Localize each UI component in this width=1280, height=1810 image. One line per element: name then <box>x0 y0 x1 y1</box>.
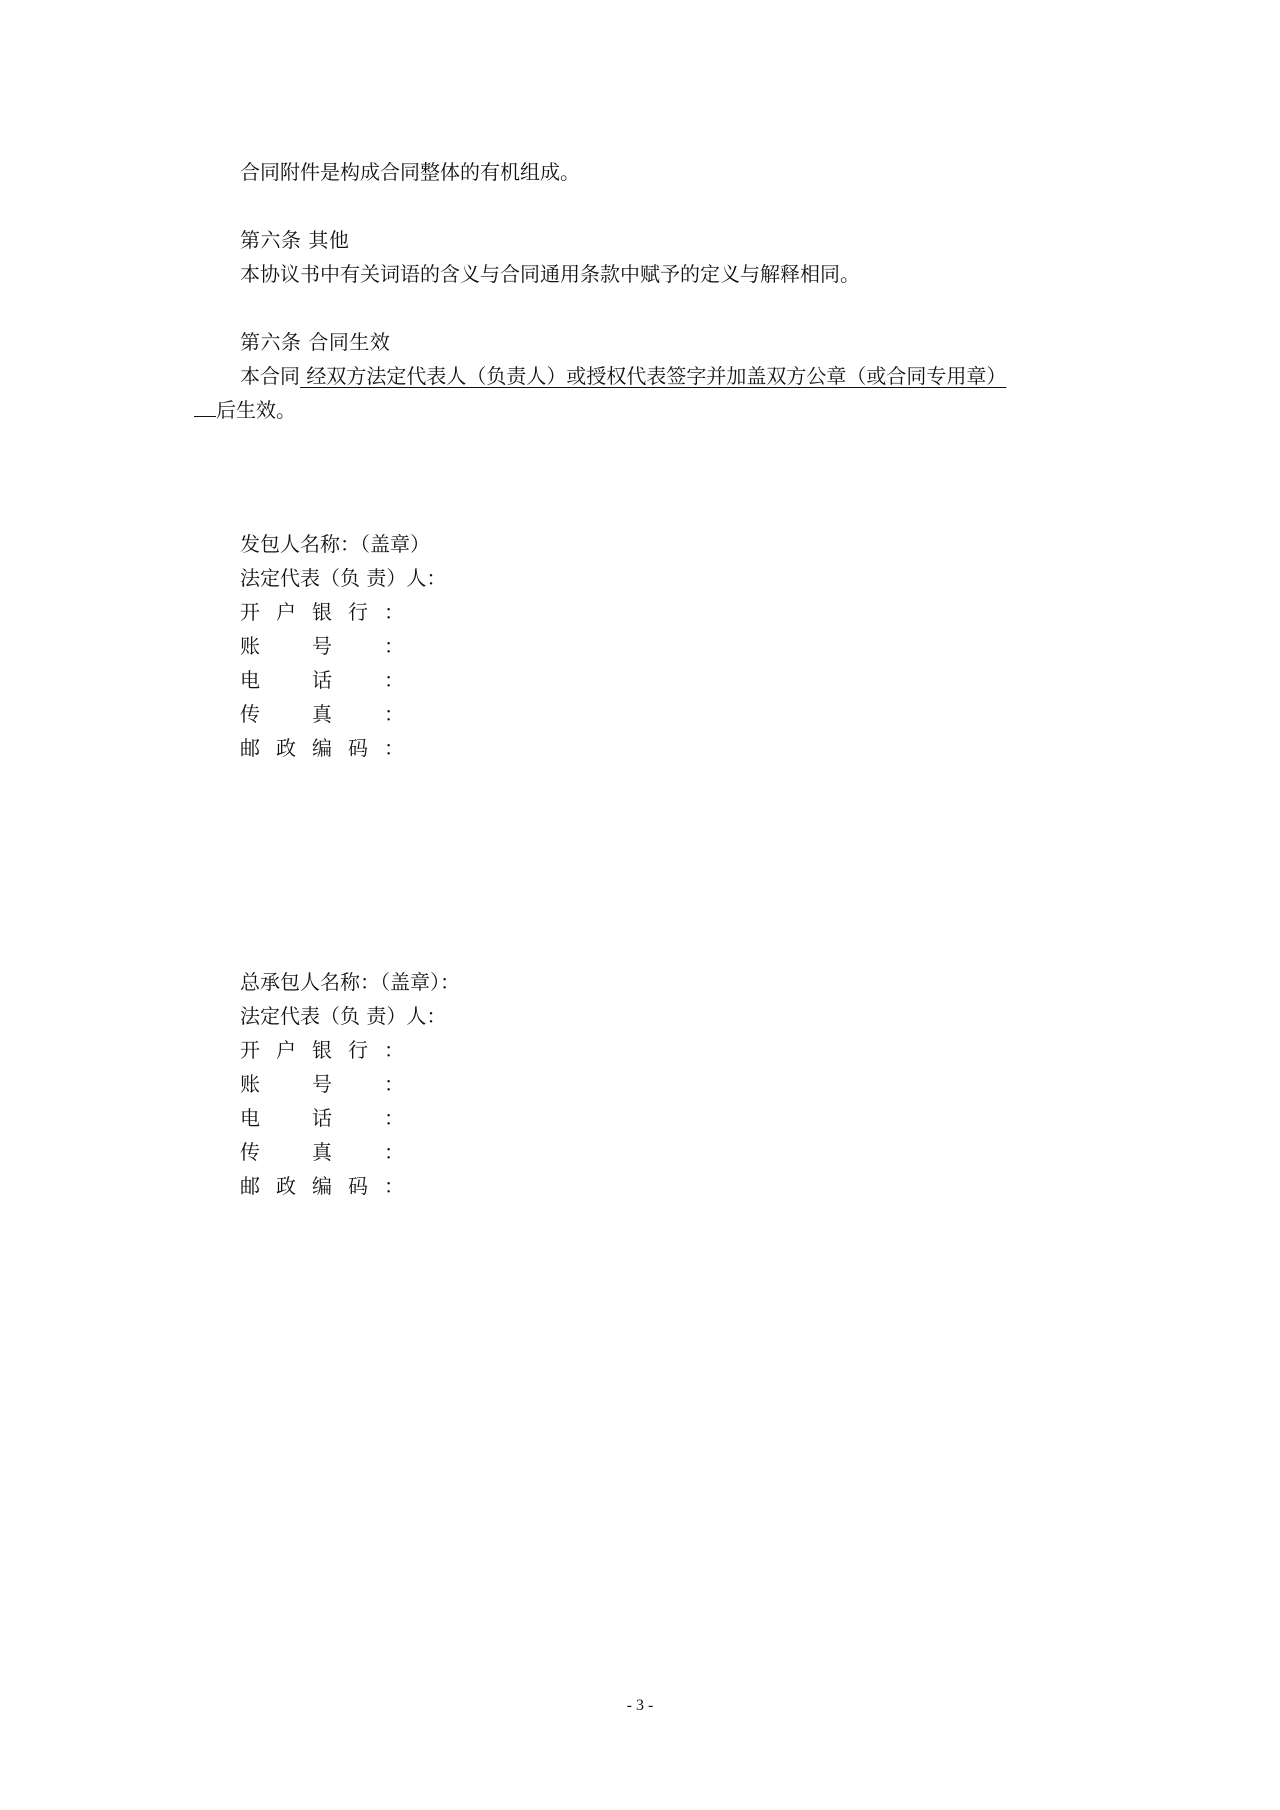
heading-article-6-effect: 第六条 合同生效 <box>240 330 391 354</box>
contractor-account-row <box>240 1070 404 1098</box>
employer-name-label: 发包人名称：（盖章） <box>240 532 430 556</box>
effect-prefix: 本合同 <box>240 364 300 388</box>
employer-account-label: 账号： <box>240 634 404 658</box>
employer-phone-row <box>240 666 404 694</box>
heading-article-6-other: 第六条 其他 <box>240 228 350 252</box>
contractor-postcode-row <box>240 1172 404 1200</box>
contractor-postcode-label: 邮政编码： <box>240 1174 404 1198</box>
contractor-phone-row <box>240 1104 404 1132</box>
employer-postcode-label: 邮政编码： <box>240 736 404 760</box>
effect-condition-underlined: 经双方法定代表人（负责人）或授权代表签字并加盖双方公章（或合同专用章） <box>300 364 1007 388</box>
contractor-bank-row <box>240 1036 404 1064</box>
paragraph-attachments: 合同附件是构成合同整体的有机组成。 <box>240 160 580 184</box>
contractor-fax-row <box>240 1138 404 1166</box>
employer-phone-label: 电话： <box>240 668 404 692</box>
contractor-name-label: 总承包人名称：（盖章）： <box>240 970 460 994</box>
contractor-legal-rep-label: 法定代表（负 责）人： <box>240 1004 447 1028</box>
contractor-bank-label: 开户银行： <box>240 1038 404 1062</box>
underline-blank <box>194 398 216 417</box>
paragraph-article-6-other: 本协议书中有关词语的含义与合同通用条款中赋予的定义与解释相同。 <box>240 262 860 286</box>
employer-account-row <box>240 632 404 660</box>
employer-legal-rep-label: 法定代表（负 责）人： <box>240 566 447 590</box>
contractor-account-label: 账号： <box>240 1072 404 1096</box>
contractor-phone-label: 电话： <box>240 1106 404 1130</box>
paragraph-article-6-effect-continued <box>194 396 296 424</box>
employer-fax-row <box>240 700 404 728</box>
employer-bank-row <box>240 598 404 626</box>
paragraph-article-6-effect <box>240 362 1006 390</box>
contractor-fax-label: 传真： <box>240 1140 404 1164</box>
effect-suffix: 后生效。 <box>216 398 296 422</box>
employer-bank-label: 开户银行： <box>240 600 404 624</box>
page-number: - 3 - <box>626 1697 654 1714</box>
employer-fax-label: 传真： <box>240 702 404 726</box>
employer-postcode-row <box>240 734 404 762</box>
